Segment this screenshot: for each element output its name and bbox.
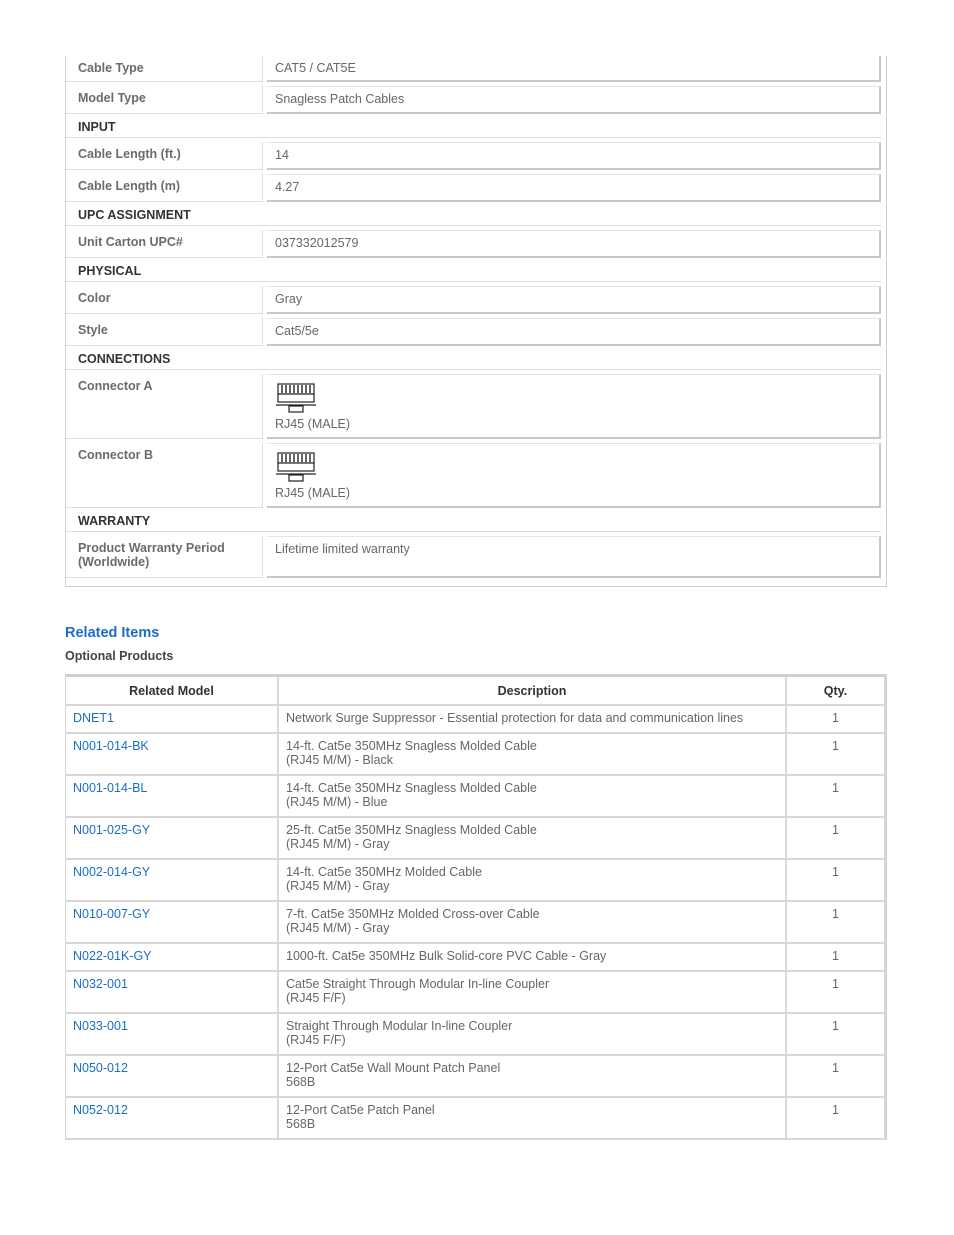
model-link[interactable]: N001-014-BK [66,734,279,776]
spec-row-connector-b [66,443,886,508]
table-row [66,972,886,1014]
qty-cell: 1 [787,818,886,860]
connector-b-type: RJ45 (MALE) [275,486,351,500]
description-cell: Straight Through Modular In-line Coupler (RJ45 F/F) [279,1014,787,1056]
optional-products-subheading: Optional Products [65,649,174,663]
spec-label: Model Type [66,86,263,114]
qty-cell: 1 [787,706,886,734]
spec-row-connector-a [66,374,886,439]
section-header-input: INPUT [66,114,881,138]
model-link[interactable]: N002-014-GY [66,860,279,902]
table-row [66,1098,886,1140]
qty-cell: 1 [787,972,886,1014]
qty-cell: 1 [787,776,886,818]
description-cell: 14-ft. Cat5e 350MHz Snagless Molded Cable (RJ45 M/M) - Black [279,734,787,776]
section-header-connections: CONNECTIONS [66,346,881,370]
table-row [66,734,886,776]
spec-row-model-type [66,86,886,114]
spec-value: Cat5/5e [267,318,881,346]
qty-cell: 1 [787,902,886,944]
description-cell: 1000-ft. Cat5e 350MHz Bulk Solid-core PVC Cable - Gray [279,944,787,972]
qty-cell: 1 [787,1056,886,1098]
spec-value: Snagless Patch Cables [267,86,881,114]
table-row [66,944,886,972]
description-cell: 12-Port Cat5e Wall Mount Patch Panel 568B [279,1056,787,1098]
column-header-qty: Qty. [787,677,886,704]
spec-label: Product Warranty Period (Worldwide) [66,536,263,578]
spec-row-style [66,318,886,346]
spec-label: Cable Length (ft.) [66,142,263,170]
description-cell: 12-Port Cat5e Patch Panel 568B [279,1098,787,1140]
qty-cell: 1 [787,734,886,776]
qty-cell: 1 [787,860,886,902]
spec-label: Connector B [66,443,263,508]
section-header-physical: PHYSICAL [66,258,881,282]
spec-value: 14 [267,142,881,170]
specifications-table [65,56,887,587]
spec-value: 4.27 [267,174,881,202]
spec-value: Gray [267,286,881,314]
description-cell: 14-ft. Cat5e 350MHz Snagless Molded Cable (RJ45 M/M) - Blue [279,776,787,818]
description-cell: Cat5e Straight Through Modular In-line Coupler (RJ45 F/F) [279,972,787,1014]
table-body [66,706,886,1140]
table-row [66,776,886,818]
table-header [66,677,886,706]
spec-row-cable-type [66,56,886,82]
qty-cell: 1 [787,1014,886,1056]
spec-value: 037332012579 [267,230,881,258]
model-link[interactable]: N033-001 [66,1014,279,1056]
spec-value [267,374,881,439]
table-row [66,818,886,860]
spec-label: Color [66,286,263,314]
model-link[interactable]: N001-025-GY [66,818,279,860]
spec-value: CAT5 / CAT5E [267,56,881,82]
model-link[interactable]: N050-012 [66,1056,279,1098]
table-row [66,1056,886,1098]
rj45-connector-icon [275,383,317,415]
spec-row-color [66,286,886,314]
qty-cell: 1 [787,1098,886,1140]
model-link[interactable]: DNET1 [66,706,279,734]
description-cell: 14-ft. Cat5e 350MHz Molded Cable (RJ45 M/M) - Gray [279,860,787,902]
spec-row-upc [66,230,886,258]
model-link[interactable]: N032-001 [66,972,279,1014]
spec-row-cable-length-ft [66,142,886,170]
spec-row-cable-length-m [66,174,886,202]
description-cell: 7-ft. Cat5e 350MHz Molded Cross-over Cable (RJ45 M/M) - Gray [279,902,787,944]
description-cell: 25-ft. Cat5e 350MHz Snagless Molded Cable (RJ45 M/M) - Gray [279,818,787,860]
spec-label: Unit Carton UPC# [66,230,263,258]
spec-label: Cable Type [66,56,263,82]
section-header-warranty: WARRANTY [66,508,881,532]
spec-value: Lifetime limited warranty [267,536,881,578]
model-link[interactable]: N001-014-BL [66,776,279,818]
spec-label: Style [66,318,263,346]
model-link[interactable]: N010-007-GY [66,902,279,944]
connector-a-type: RJ45 (MALE) [275,417,351,431]
table-row [66,860,886,902]
section-header-upc: UPC ASSIGNMENT [66,202,881,226]
qty-cell: 1 [787,944,886,972]
table-row [66,1014,886,1056]
model-link[interactable]: N022-01K-GY [66,944,279,972]
spec-row-warranty [66,536,886,578]
table-row [66,902,886,944]
spec-value [267,443,881,508]
model-link[interactable]: N052-012 [66,1098,279,1140]
related-items-heading: Related Items [65,625,160,641]
table-row [66,706,886,734]
column-header-description: Description [279,677,787,704]
related-items-table [65,674,887,1140]
spec-label: Connector A [66,374,263,439]
spec-label: Cable Length (m) [66,174,263,202]
rj45-connector-icon [275,452,317,484]
description-cell: Network Surge Suppressor - Essential protection for data and communication lines [279,706,787,734]
column-header-model: Related Model [66,677,279,704]
